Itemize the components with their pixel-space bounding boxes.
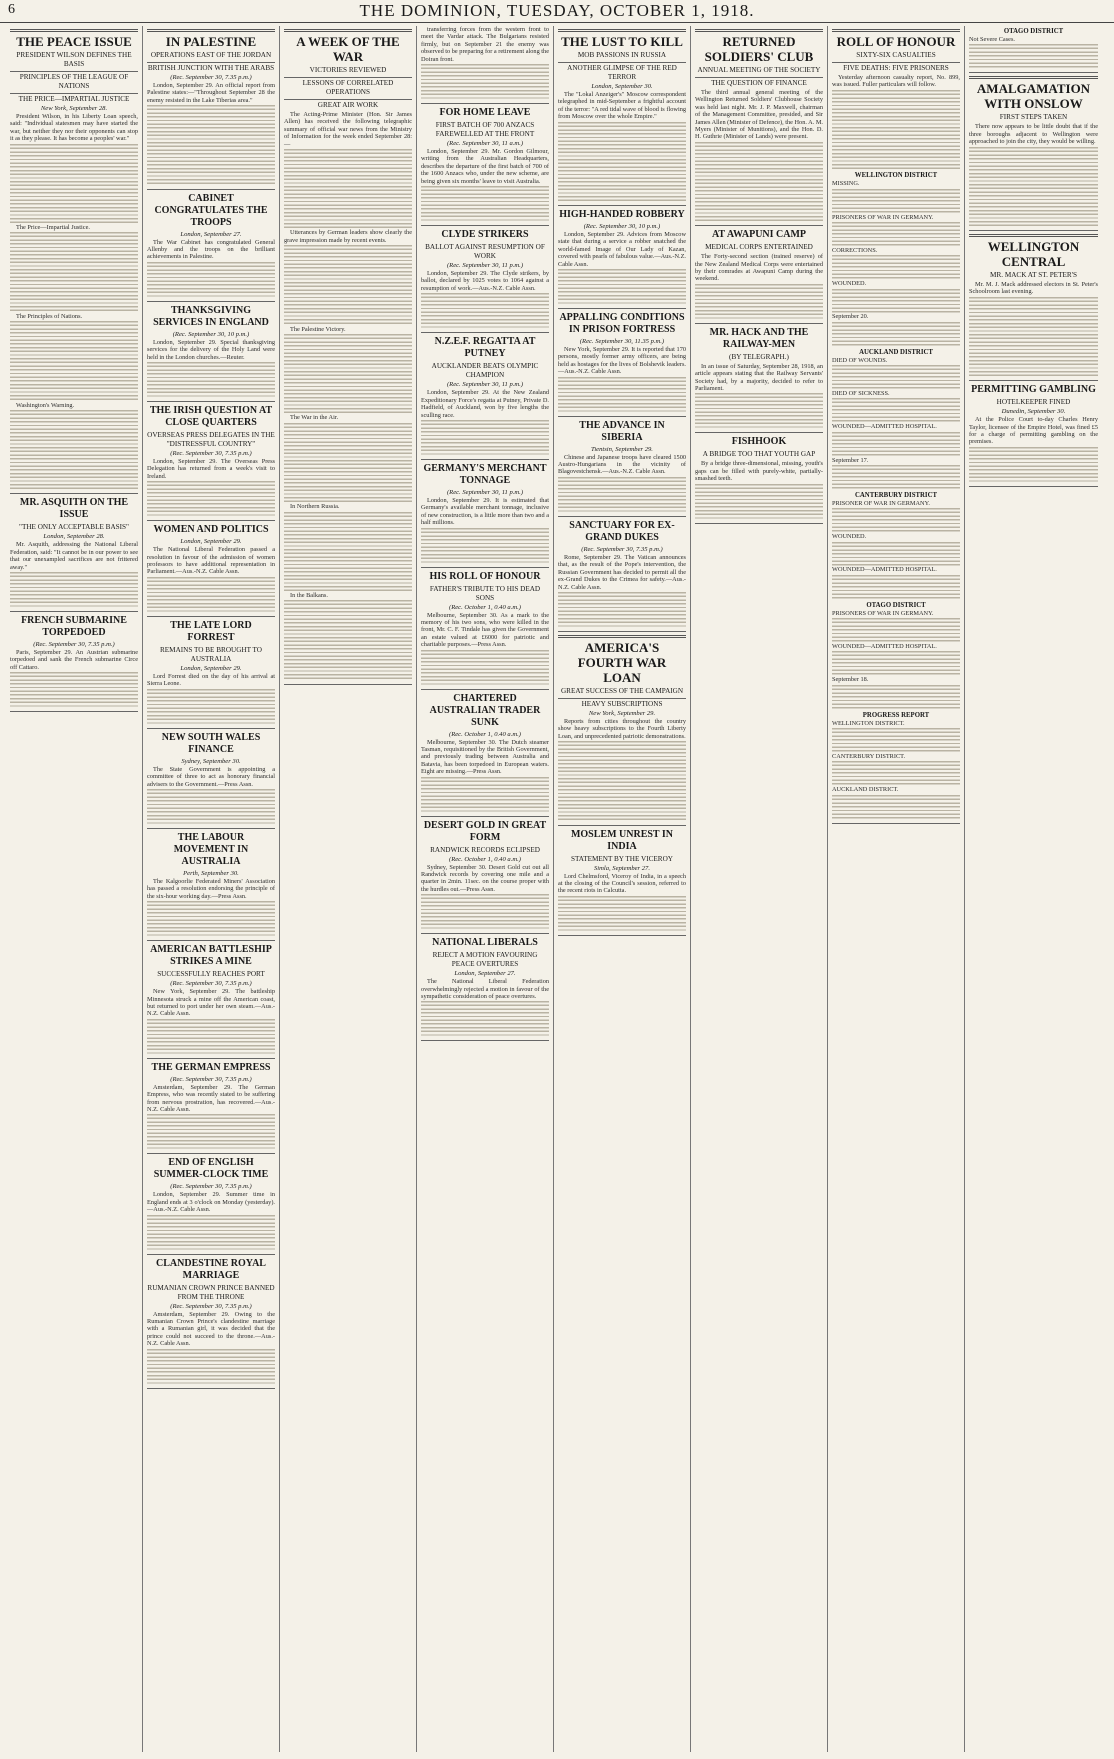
- article-headline: END OF ENGLISH SUMMER-CLOCK TIME: [153, 1157, 269, 1181]
- article-paragraph: In Northern Russia.: [290, 503, 340, 511]
- casualty-district: AUCKLAND DISTRICT: [859, 348, 933, 356]
- article-subheading: THE PRICE—IMPARTIAL JUSTICE: [10, 93, 138, 104]
- article-divider: [147, 189, 275, 190]
- article-subheading: RANDWICK RECORDS ECLIPSED: [430, 845, 540, 854]
- article-dateline: (Rec. October 1, 0.40 a.m.): [449, 855, 521, 863]
- article-divider: [969, 380, 1098, 381]
- article-divider: [969, 486, 1098, 487]
- article-subheading: FIVE DEATHS: FIVE PRISONERS: [832, 62, 960, 73]
- article-headline: AMERICAN BATTLESHIP STRIKES A MINE: [150, 944, 272, 968]
- body-text-lines: [147, 480, 275, 517]
- article-paragraph: In the Balkans.: [290, 592, 328, 600]
- article-subheading: LESSONS OF CORRELATED OPERATIONS: [284, 77, 412, 97]
- article-headline: WELLINGTON CENTRAL: [969, 234, 1098, 269]
- body-text-lines: [832, 321, 960, 347]
- article-dateline: (Rec. September 30, 11 p.m.): [446, 381, 524, 389]
- article-subheading: (BY TELEGRAPH.): [729, 352, 789, 361]
- article-headline: AMERICA'S FOURTH WAR LOAN: [558, 635, 686, 685]
- article-paragraph: New York, September 29. The battleship Minnesota struck a mine off the American coast, but returned to port under her own steam.—Aus.-N.Z. Cable Assn.: [147, 988, 275, 1018]
- page-number: 6: [8, 2, 16, 17]
- article-divider: [147, 940, 275, 941]
- article-headline: AT AWAPUNI CAMP: [711, 229, 807, 241]
- article-paragraph: By a bridge three-dimensional, missing, youth's gaps can be filled with purely-white, partially-smashed teeth.: [695, 460, 823, 483]
- body-text-lines: [10, 671, 138, 708]
- article-dateline: Simla, September 27.: [593, 864, 651, 872]
- article-paragraph: The Kalgoorlie Federated Miners' Association has passed a resolution endorsing the principle of the six-hour working day.—Press Assn.: [147, 877, 275, 900]
- article-divider: [695, 432, 823, 433]
- article-paragraph: There now appears to be little doubt that if the three boroughs adjacent to Wellington were approached to join the city, they would be willing.: [969, 123, 1098, 146]
- article-headline: FOR HOME LEAVE: [439, 107, 531, 119]
- article-dateline: (Rec. September 30, 11 p.m.): [446, 262, 524, 270]
- article-headline: NEW SOUTH WALES FINANCE: [161, 731, 261, 755]
- body-text-lines: [421, 185, 549, 222]
- article-headline: AMALGAMATION WITH ONSLOW: [969, 76, 1098, 111]
- body-text-lines: [832, 431, 960, 457]
- column-8: [965, 26, 1102, 1752]
- casualty-category: AUCKLAND DISTRICT.: [832, 786, 899, 794]
- article-paragraph: The third annual general meeting of the Wellington Returned Soldiers' Clubhouse Society was held last night. Mr. J. P. Maxwell, chairman of the Management Committee, presided, and Sir James Allen (Minister of Defence), the Hon. A. M. Myers (Minister of Munitions), and the Hon. D. H. Guthrie (Minister of Lands) were present.: [695, 89, 824, 141]
- article-paragraph: London, September 29. It is estimated that Germany's available merchant tonnage, inclusive of new construction, is a little more than two and a half millions.: [421, 496, 549, 527]
- article-divider: [695, 523, 823, 524]
- article-headline: THE LATE LORD FORREST: [170, 619, 252, 643]
- article-divider: [10, 611, 138, 612]
- body-text-lines: [421, 893, 549, 930]
- article-paragraph: London, September 29. At the New Zealand Expeditionary Force's regatta at Putney, Private D. Hadfield, of Auckland, won by five lengths the sculling race.: [421, 389, 549, 419]
- article-divider: [10, 493, 138, 494]
- article-subheading: GREAT SUCCESS OF THE CAMPAIGN: [560, 686, 684, 695]
- article-headline: PERMITTING GAMBLING: [971, 384, 1096, 396]
- casualty-category: WELLINGTON DISTRICT.: [832, 719, 905, 727]
- article-divider: [421, 225, 549, 226]
- body-text-lines: [695, 283, 823, 320]
- casualty-category: CORRECTIONS.: [832, 246, 878, 254]
- body-text-lines: [10, 231, 138, 312]
- article-paragraph: The Price—Impartial Justice.: [16, 224, 90, 232]
- article-dateline: (Rec. September 30, 11 p.m.): [446, 488, 524, 496]
- body-text-lines: [10, 143, 138, 224]
- body-text-lines: [147, 688, 275, 725]
- article-headline: IN PALESTINE: [147, 29, 275, 49]
- casualty-category: WOUNDED.: [832, 280, 867, 288]
- article-divider: [832, 823, 960, 824]
- body-text-lines: [147, 1018, 275, 1055]
- body-text-lines: [832, 464, 960, 490]
- casualty-category: WOUNDED—ADMITTED HOSPITAL.: [832, 566, 937, 574]
- article-dateline: (Rec. September 30, 10 p.m.): [172, 330, 250, 338]
- article-paragraph: At the Police Court to-day Charles Henry Taylor, licensee of the Empire Hotel, was fined £5 for a charge of permitting gambling on the premises.: [969, 416, 1098, 446]
- casualty-district: CANTERBURY DISTRICT: [854, 491, 938, 499]
- article-headline: THE GERMAN EMPRESS: [151, 1061, 271, 1073]
- article-paragraph: Lord Chelmsford, Viceroy of India, in a speech at the closing of the Council's session, referred to the recent riots in Calcutta.: [558, 872, 686, 895]
- article-paragraph: London, September 29. The Overseas Press Delegation has returned from a week's visit to Ireland.: [147, 458, 275, 480]
- article-dateline: (Rec. September 30, 7.35 p.m.): [170, 450, 252, 458]
- article-divider: [558, 308, 686, 309]
- article-headline: FRENCH SUBMARINE TORPEDOED: [21, 615, 127, 639]
- article-subheading: VICTORIES REVIEWED: [309, 66, 387, 74]
- article-divider: [695, 323, 823, 324]
- article-divider: [421, 816, 549, 817]
- article-headline: APPALLING CONDITIONS IN PRISON FORTRESS: [559, 312, 685, 336]
- article-headline: THE LABOUR MOVEMENT IN AUSTRALIA: [173, 831, 249, 867]
- article-headline: FISHHOOK: [731, 436, 787, 448]
- article-divider: [558, 416, 686, 417]
- article-headline: THE ADVANCE IN SIBERIA: [579, 419, 665, 443]
- article-divider: [147, 1254, 275, 1255]
- body-text-lines: [695, 483, 823, 520]
- article-dateline: (Rec. October 1, 0.40 a.m.): [449, 730, 521, 738]
- article-paragraph: The State Government is appointing a committee of three to act as honorary financial advisers to the Government.—Press Assn.: [147, 765, 275, 788]
- article-dateline: London, September 29.: [180, 538, 242, 546]
- article-divider: [10, 711, 138, 712]
- article-dateline: (Rec. September 30, 11.35 p.m.): [579, 338, 665, 346]
- article-paragraph: London, September 29. The Clyde strikers, by ballot, declared by 1025 votes to 1064 against a resumption of work.—Aus.-N.Z. Cable Assn.: [421, 270, 549, 292]
- article-subheading: ANOTHER GLIMPSE OF THE RED TERROR: [558, 62, 686, 82]
- article-subheading: REMAINS TO BE BROUGHT TO AUSTRALIA: [160, 645, 262, 663]
- article-headline: WOMEN AND POLITICS: [153, 524, 269, 536]
- article-subheading: MR. MACK AT ST. PETER'S: [990, 270, 1077, 279]
- article-dateline: (Rec. September 30, 7.35 p.m.): [170, 1075, 252, 1083]
- body-text-lines: [832, 221, 960, 247]
- article-divider: [147, 520, 275, 521]
- article-subheading: SUCCESSFULLY REACHES PORT: [157, 970, 265, 979]
- article-headline: CLYDE STRIKERS: [441, 229, 529, 241]
- body-text-lines: [969, 446, 1098, 483]
- casualty-category: PRISONER OF WAR IN GERMANY.: [832, 499, 930, 507]
- masthead: [0, 0, 1114, 23]
- article-paragraph: Melbourne, September 30. The Dutch steamer Tasman, requisitioned by the British Government, and previously trading between Australia and Batavia, has been torpedoed in European waters. Eight are missing.—Press Assn.: [421, 738, 549, 776]
- casualty-district: OTAGO DISTRICT: [866, 601, 926, 609]
- article-headline: THE IRISH QUESTION AT CLOSE QUARTERS: [149, 405, 273, 429]
- body-text-lines: [147, 361, 275, 398]
- article-subheading: MOB PASSIONS IN RUSSIA: [577, 51, 667, 59]
- article-paragraph: London, September 29. Mr. Gordon Gilmour, writing from the Australian Headquarters, describes the departure of the first batch of 700 of the 1600 Anzacs who, under the new scheme, are being given six months' leave to visit Australia.: [421, 148, 549, 185]
- article-paragraph: Utterances by German leaders show clearly the grave impression made by recent events.: [284, 229, 412, 244]
- body-text-lines: [832, 541, 960, 567]
- article-divider: [147, 828, 275, 829]
- article-subheading: "THE ONLY ACCEPTABLE BASIS": [19, 523, 129, 532]
- article-subheading: RUMANIAN CROWN PRINCE BANNED FROM THE THRONE: [147, 1283, 275, 1301]
- body-text-lines: [558, 376, 686, 413]
- body-text-lines: [147, 788, 275, 825]
- article-subheading: PRESIDENT WILSON DEFINES THE BASIS: [16, 51, 132, 68]
- article-divider: [147, 1058, 275, 1059]
- casualty-category: DIED OF SICKNESS.: [832, 389, 890, 397]
- body-text-lines: [147, 261, 275, 298]
- casualty-district: WELLINGTON DISTRICT: [854, 172, 938, 180]
- article-divider: [421, 567, 549, 568]
- body-text-lines: [284, 422, 412, 503]
- article-divider: [421, 459, 549, 460]
- article-subheading: HOTELKEEPER FINED: [996, 398, 1071, 407]
- article-divider: [421, 1040, 549, 1041]
- article-divider: [558, 935, 686, 936]
- body-text-lines: [147, 1348, 275, 1385]
- body-text-lines: [832, 397, 960, 423]
- article-divider: [969, 230, 1098, 231]
- article-headline: N.Z.E.F. REGATTA AT PUTNEY: [434, 336, 536, 360]
- article-dateline: (Rec. September 30, 7.35 p.m.): [170, 74, 252, 81]
- article-subheading: OVERSEAS PRESS DELEGATES IN THE "DISTRESSFUL COUNTRY": [147, 431, 275, 449]
- casualty-category: WOUNDED.: [832, 533, 867, 541]
- column-3: [280, 26, 417, 1752]
- body-text-lines: [147, 900, 275, 937]
- casualty-category: WOUNDED—ADMITTED HOSPITAL.: [832, 423, 937, 431]
- article-headline: CLANDESTINE ROYAL MARRIAGE: [156, 1257, 266, 1281]
- casualty-category: Not Severe Cases.: [969, 36, 1015, 43]
- article-paragraph: London, September 29. Summer time in England ends at 3 o'clock on Monday (yesterday).—Aus.-N.Z. Cable Assn.: [147, 1191, 275, 1214]
- article-paragraph: The War Cabinet has congratulated General Allenby and the troops on the brilliant achievements in Palestine.: [147, 238, 275, 261]
- article-paragraph: London, September 29. An official report from Palestine states:—"Throughout September 28 the enemy resisted in the Lake Tiberias area.": [147, 82, 275, 104]
- article-dateline: Dunedin, September 30.: [1001, 408, 1066, 416]
- article-dateline: (Rec. September 30, 7.35 p.m.): [170, 1302, 252, 1310]
- article-headline: HIS ROLL OF HONOUR: [429, 570, 541, 582]
- body-text-lines: [558, 121, 686, 202]
- article-dateline: Tientsin, September 29.: [591, 445, 653, 453]
- article-dateline: (Rec. September 30, 7.35 p.m.): [33, 641, 115, 649]
- body-text-lines: [832, 507, 960, 533]
- article-subheading: BRITISH JUNCTION WITH THE ARABS: [147, 64, 275, 72]
- article-subheading: REJECT A MOTION FAVOURING PEACE OVERTURES: [432, 951, 538, 969]
- article-dateline: London, September 29.: [180, 664, 242, 672]
- casualty-category: MISSING.: [832, 180, 860, 188]
- article-divider: [421, 689, 549, 690]
- article-paragraph: The National Liberal Federation passed a resolution in favour of the admission of women professors to have additional representation in Parliament.—Aus.-N.Z. Cable Assn.: [147, 546, 275, 576]
- casualty-category: DIED OF WOUNDS.: [832, 356, 888, 364]
- article-divider: [969, 72, 1098, 73]
- body-text-lines: [969, 43, 1098, 69]
- body-text-lines: [284, 333, 412, 414]
- article-subheading: OPERATIONS EAST OF THE JORDAN: [150, 51, 272, 59]
- article-paragraph: Lord Forrest died on the day of his arrival at Sierra Leone.: [147, 672, 275, 688]
- article-paragraph: Sydney, September 30. Desert Gold cut out all Randwick records by covering one mile and a quarter in 2min. 11sec. on the course proper with the hurdles out.—Press Assn.: [421, 863, 549, 893]
- article-subheading: SIXTY-SIX CASUALTIES: [856, 51, 936, 59]
- article-paragraph: Mr. Asquith, addressing the National Liberal Federation, said: "It cannot be in our power to see that our unexampled sacrifices are not frittered away.": [10, 541, 138, 571]
- body-text-lines: [284, 511, 412, 592]
- article-paragraph: Washington's Warning.: [16, 401, 75, 409]
- column-7: [828, 26, 965, 1752]
- article-paragraph: Mr. M. J. Mack addressed electors in St. Peter's Schoolroom last evening.: [969, 280, 1098, 296]
- article-subheading: FIRST STEPS TAKEN: [999, 113, 1068, 122]
- body-text-lines: [832, 288, 960, 314]
- body-text-lines: [832, 364, 960, 390]
- body-text-lines: [969, 296, 1098, 377]
- body-text-lines: [558, 268, 686, 305]
- article-paragraph: London, September 29. Advices from Moscow state that during a service a robber snatched the world-famed Image of Our Lady of Kazan, covered with pearls of fabulous value.—Aus.-N.Z. Cable Assn.: [558, 231, 686, 268]
- article-divider: [421, 103, 549, 104]
- article-headline: DESERT GOLD IN GREAT FORM: [423, 819, 547, 843]
- newspaper-title: THE DOMINION, TUESDAY, OCTOBER 1, 1918.: [359, 1, 755, 20]
- casualty-category: CANTERBURY DISTRICT.: [832, 752, 906, 760]
- body-text-lines: [695, 392, 823, 429]
- article-divider: [421, 933, 549, 934]
- body-text-lines: [284, 148, 412, 229]
- casualty-district: OTAGO DISTRICT: [1003, 28, 1064, 35]
- article-headline: MR. HACK AND THE RAILWAY-MEN: [709, 326, 809, 350]
- article-headline: THE PEACE ISSUE: [10, 29, 138, 49]
- article-headline: MR. ASQUITH ON THE ISSUE: [19, 497, 129, 521]
- article-divider: [147, 1153, 275, 1154]
- article-paragraph: London, September 29. Special thanksgiving services for the delivery of the Holy Land were held in the London churches.—Reuter.: [147, 338, 275, 361]
- body-text-lines: [421, 1000, 549, 1037]
- article-divider: [558, 825, 686, 826]
- article-subheading: FIRST BATCH OF 700 ANZACS FAREWELLED AT THE FRONT: [435, 121, 535, 139]
- body-text-lines: [10, 571, 138, 608]
- body-text-lines: [147, 104, 275, 185]
- article-paragraph: The Palestine Victory.: [290, 325, 346, 333]
- article-divider: [147, 728, 275, 729]
- article-dateline: (Rec. October 1, 0.40 a.m.): [449, 603, 521, 611]
- article-headline: ROLL OF HONOUR: [832, 29, 960, 49]
- article-divider: [147, 301, 275, 302]
- article-dateline: (Rec. September 30, 7.35 p.m.): [170, 1183, 252, 1191]
- article-dateline: London, September 27.: [180, 230, 242, 238]
- article-paragraph: New York, September 29. It is reported that 170 persons, mostly former army officers, are being held as hostages for the lives of Bolshevik leaders.—Aus.-N.Z. Cable Assn.: [558, 346, 686, 376]
- casualty-category: September 20.: [832, 313, 869, 321]
- column-2: [143, 26, 280, 1752]
- article-subheading: STATEMENT BY THE VICEROY: [571, 854, 673, 863]
- article-paragraph: The Acting-Prime Minister (Hon. Sir James Allen) has received the following telegraphic summary of official war news from the Ministry of Information for the week ended September 28:—: [284, 111, 412, 148]
- body-text-lines: [832, 574, 960, 600]
- body-text-lines: [558, 895, 686, 932]
- article-dateline: New York, September 28.: [40, 105, 108, 112]
- article-paragraph: Amsterdam, September 29. The German Empress, who was recently stated to be suffering from nervous prostration, has recovered.—Aus.-N.Z. Cable Assn.: [147, 1083, 275, 1113]
- article-subheading: MEDICAL CORPS ENTERTAINED: [705, 243, 813, 252]
- article-subheading: THE QUESTION OF FINANCE: [695, 77, 823, 88]
- body-text-lines: [695, 141, 823, 222]
- article-divider: [421, 332, 549, 333]
- article-headline: MOSLEM UNREST IN INDIA: [570, 828, 674, 852]
- body-text-lines: [284, 599, 412, 680]
- article-divider: [695, 225, 823, 226]
- casualty-category: WOUNDED—ADMITTED HOSPITAL.: [832, 643, 937, 651]
- article-paragraph: Melbourne, September 30. As a mark to the memory of his two sons, who were killed in the front, Mr. C. F. Tindale has given the Government an estate valued at £6000 for patriotic and charitable purposes.—Press Assn.: [421, 611, 549, 649]
- article-dateline: (Rec. September 30, 10 p.m.): [583, 223, 661, 231]
- article-paragraph: In an issue of Saturday, September 28, 1918, an article appears stating that the Railway Servants' Society had, by a majority, decided to refer to Parliament.: [695, 362, 823, 393]
- article-paragraph: The Principles of Nations.: [16, 312, 83, 320]
- column-6: [691, 26, 828, 1752]
- article-subheading: FATHER'S TRIBUTE TO HIS DEAD SONS: [429, 584, 541, 602]
- article-dateline: London, September 28.: [43, 533, 105, 541]
- article-headline: THANKSGIVING SERVICES IN ENGLAND: [153, 304, 269, 328]
- article-paragraph: The "Lokal Anzeiger's" Moscow correspondent telegraphed in mid-September a frightful account of the terror: "A red tidal wave of blood is flowing from Moscow over the whole Empire.": [558, 91, 686, 121]
- article-paragraph: Rome, September 29. The Vatican announces that, as the result of the Pope's intervention, the Russian Government has decided to permit all the ex-Grand Dukes to the Crimea for safety.—Aus.-N.Z. Cable Assn.: [558, 553, 686, 591]
- body-text-lines: [832, 188, 960, 214]
- body-text-lines: [147, 1113, 275, 1150]
- article-paragraph: Chinese and Japanese troops have cleared 1500 Austro-Hungarians in the vicinity of Blagovestchensk.—Aus.-N.Z. Cable Assn.: [558, 453, 686, 476]
- body-text-lines: [832, 617, 960, 643]
- article-headline: RETURNED SOLDIERS' CLUB: [695, 29, 823, 64]
- article-headline: HIGH-HANDED ROBBERY: [559, 209, 685, 221]
- article-paragraph: Yesterday afternoon casualty report, No. 899, was issued. Fuller particulars will follow.: [832, 74, 960, 89]
- article-divider: [558, 516, 686, 517]
- column-1: [6, 26, 143, 1752]
- column-5: [554, 26, 691, 1752]
- article-subheading: BALLOT AGAINST RESUMPTION OF WORK: [425, 243, 545, 261]
- article-paragraph: The War in the Air.: [290, 414, 339, 422]
- body-text-lines: [832, 650, 960, 676]
- article-divider: [558, 631, 686, 632]
- casualty-category: September 18.: [832, 676, 869, 684]
- article-dateline: New York, September 29.: [588, 709, 656, 717]
- casualty-district: PROGRESS REPORT: [862, 711, 930, 719]
- article-dateline: (Rec. September 30, 7.35 p.m.): [581, 545, 663, 553]
- article-divider: [284, 684, 412, 685]
- casualty-category: September 17.: [832, 456, 869, 464]
- article-divider: [147, 1388, 275, 1389]
- body-text-lines: [284, 244, 412, 325]
- body-text-lines: [832, 254, 960, 280]
- article-divider: [558, 205, 686, 206]
- article-subheading: GREAT AIR WORK: [284, 99, 412, 110]
- article-paragraph: Reports from cities throughout the country show heavy subscriptions to the Fourth Liberty Loan, and unprecedented patriotic demonstrations.: [558, 717, 686, 740]
- article-headline: GERMANY'S MERCHANT TONNAGE: [423, 462, 547, 486]
- body-text-lines: [558, 591, 686, 628]
- article-headline: CHARTERED AUSTRALIAN TRADER SUNK: [429, 692, 541, 728]
- body-text-lines: [832, 794, 960, 820]
- body-text-lines: [10, 409, 138, 490]
- body-text-lines: [10, 320, 138, 401]
- article-dateline: Sydney, September 30.: [181, 757, 241, 765]
- article-dateline: London, September 30.: [591, 83, 653, 90]
- article-headline: SANCTUARY FOR EX-GRAND DUKES: [569, 519, 675, 543]
- body-text-lines: [421, 63, 549, 100]
- article-divider: [147, 616, 275, 617]
- body-text-lines: [421, 776, 549, 813]
- body-text-lines: [147, 576, 275, 613]
- casualty-category: PRISONERS OF WAR IN GERMANY.: [832, 609, 934, 617]
- column-4: [417, 26, 554, 1752]
- article-paragraph: transferring forces from the western front to meet the Vardar attack. The Bulgarians resisted firmly, but on September 21 the enemy was observed to be preparing for a retirement along the Doiran front.: [421, 26, 549, 63]
- article-headline: CABINET CONGRATULATES THE TROOPS: [154, 192, 268, 228]
- article-dateline: Perth, September 30.: [183, 869, 239, 877]
- body-text-lines: [421, 419, 549, 456]
- article-divider: [147, 401, 275, 402]
- article-paragraph: President Wilson, in his Liberty Loan speech, said: "Individual statesmen may have started the war, but neither they nor their opponents can stop it as they please. It has become a peoples' war.": [10, 113, 138, 143]
- article-dateline: (Rec. September 30, 11 a.m.): [446, 140, 524, 148]
- article-dateline: London, September 27.: [454, 970, 516, 978]
- body-text-lines: [558, 740, 686, 821]
- body-text-lines: [832, 727, 960, 753]
- body-text-lines: [421, 292, 549, 329]
- article-subheading: HEAVY SUBSCRIPTIONS: [558, 698, 686, 709]
- body-text-lines: [147, 1214, 275, 1251]
- body-text-lines: [558, 476, 686, 513]
- body-text-lines: [421, 649, 549, 686]
- article-headline: THE LUST TO KILL: [558, 29, 686, 49]
- article-subheading: A BRIDGE TOO THAT YOUTH GAP: [702, 450, 816, 459]
- article-subheading: AUCKLANDER BEATS OLYMPIC CHAMPION: [431, 362, 539, 380]
- body-text-lines: [832, 684, 960, 710]
- article-paragraph: The National Liberal Federation overwhelmingly rejected a motion in favour of the sympathetic consideration of peace overtures.: [421, 978, 549, 1001]
- article-headline: A WEEK OF THE WAR: [284, 29, 412, 64]
- article-paragraph: Paris, September 29. An Austrian submarine torpedoed and sank the French submarine Circe off Cattaro.: [10, 649, 138, 671]
- body-text-lines: [421, 527, 549, 564]
- casualty-category: PRISONERS OF WAR IN GERMANY.: [832, 213, 934, 221]
- body-text-lines: [969, 146, 1098, 227]
- body-text-lines: [832, 89, 960, 170]
- article-dateline: (Rec. September 30, 7.35 p.m.): [170, 980, 252, 988]
- article-subheading: ANNUAL MEETING OF THE SOCIETY: [697, 66, 821, 74]
- article-headline: NATIONAL LIBERALS: [432, 937, 538, 949]
- article-paragraph: Amsterdam, September 29. Owing to the Rumanian Crown Prince's clandestine marriage with a Rumanian girl, it was decided that the prince could not succeed to the throne.—Aus.-N.Z. Cable Assn.: [147, 1310, 275, 1348]
- body-text-lines: [832, 760, 960, 786]
- article-subheading: PRINCIPLES OF THE LEAGUE OF NATIONS: [10, 71, 138, 91]
- article-paragraph: The Forty-second section (trained reserve) of the New Zealand Medical Corps were entertained by their comrades at Awapuni Camp during the weekend.: [695, 253, 823, 283]
